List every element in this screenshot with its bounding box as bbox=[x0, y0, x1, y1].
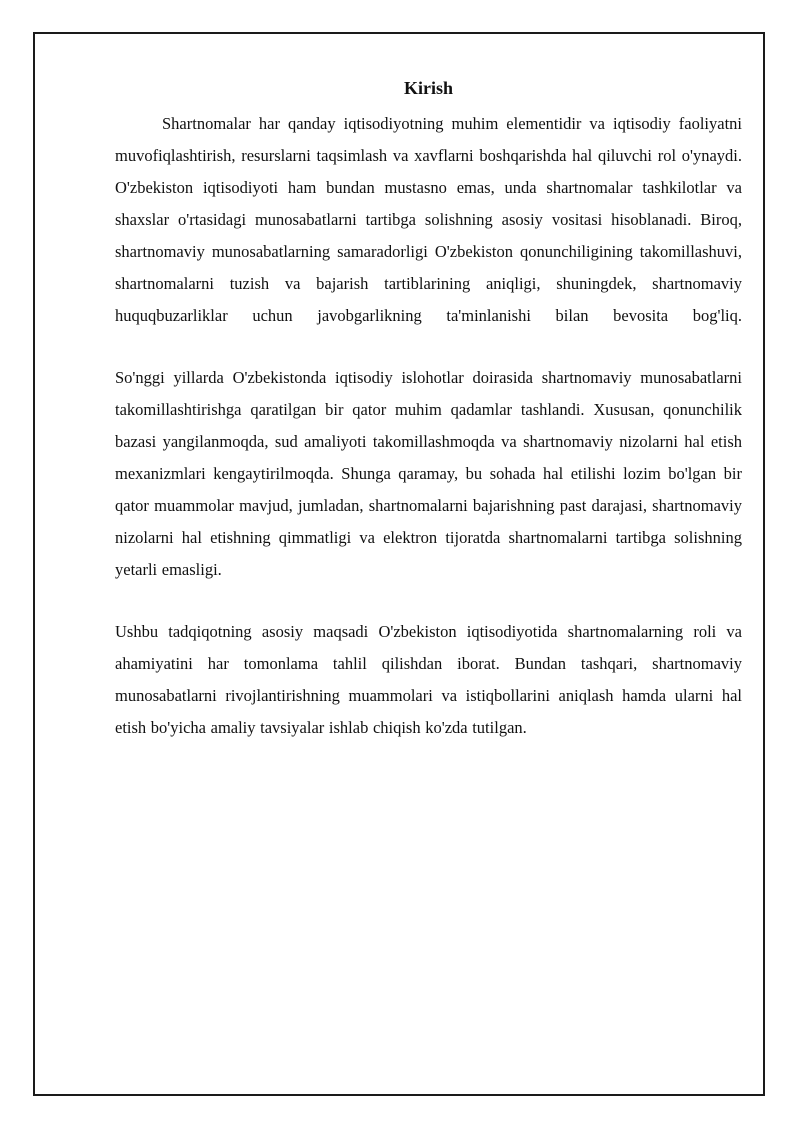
paragraph-spacer bbox=[115, 586, 742, 616]
document-title: Kirish bbox=[403, 78, 453, 98]
paragraph-intro: Shartnomalar har qanday iqtisodiyotning muhim elementidir va iqtisodiy faoliyatni muvofiqlashtirish, resurslarni taqsimlash va xavflarni boshqarishda hal qiluvchi rol o'ynaydi. O'zbekiston iqtisodiyoti ham bundan mustasno emas, unda shartnomalar tashkilotlar va shaxslar o'rtasidagi munosabatlarni tartibga solishning asosiy vositasi hisoblanadi. Biroq, shartnomaviy munosabatlarning samaradorligi O'zbekiston qonunchiligining takomillashuvi, shartnomalarni tuzish va bajarish tartiblarining aniqligi, shuningdek, shartnomaviy huquqbuzarliklar uchun javobgarlikning ta'minlanishi bilan bevosita bog'liq. bbox=[115, 114, 742, 325]
paragraph-objective: Ushbu tadqiqotning asosiy maqsadi O'zbekiston iqtisodiyotida shartnomalarning roli va ahamiyatini har tomonlama tahlil qilishdan iborat. Bundan tashqari, shartnomaviy munosabatlarni rivojlantirishning muammolari va istiqbollarini aniqlash hamda ularni hal etish bo'yicha amaliy tavsiyalar ishlab chiqish ko'zda tutilgan. bbox=[115, 622, 742, 737]
paragraph-spacer bbox=[115, 332, 742, 362]
paragraph-reforms: So'nggi yillarda O'zbekistonda iqtisodiy islohotlar doirasida shartnomaviy munosabatlarni takomillashtirishga qaratilgan bir qator muhim qadamlar tashlandi. Xususan, qonunchilik bazasi yangilanmoqda, sud amaliyoti takomillashmoqda va shartnomaviy nizolarni hal etish mexanizmlari kengaytirilmoqda. Shunga qaramay, bu sohada hal etilishi lozim bo'lgan bir qator muammolar mavjud, jumladan, shartnomalarni bajarishning past darajasi, shartnomaviy nizolarni hal etishning qimmatligi va elektron tijoratda shartnomalarni tartibga solishning yetarli emasligi. bbox=[115, 368, 742, 579]
document-body bbox=[115, 76, 742, 744]
